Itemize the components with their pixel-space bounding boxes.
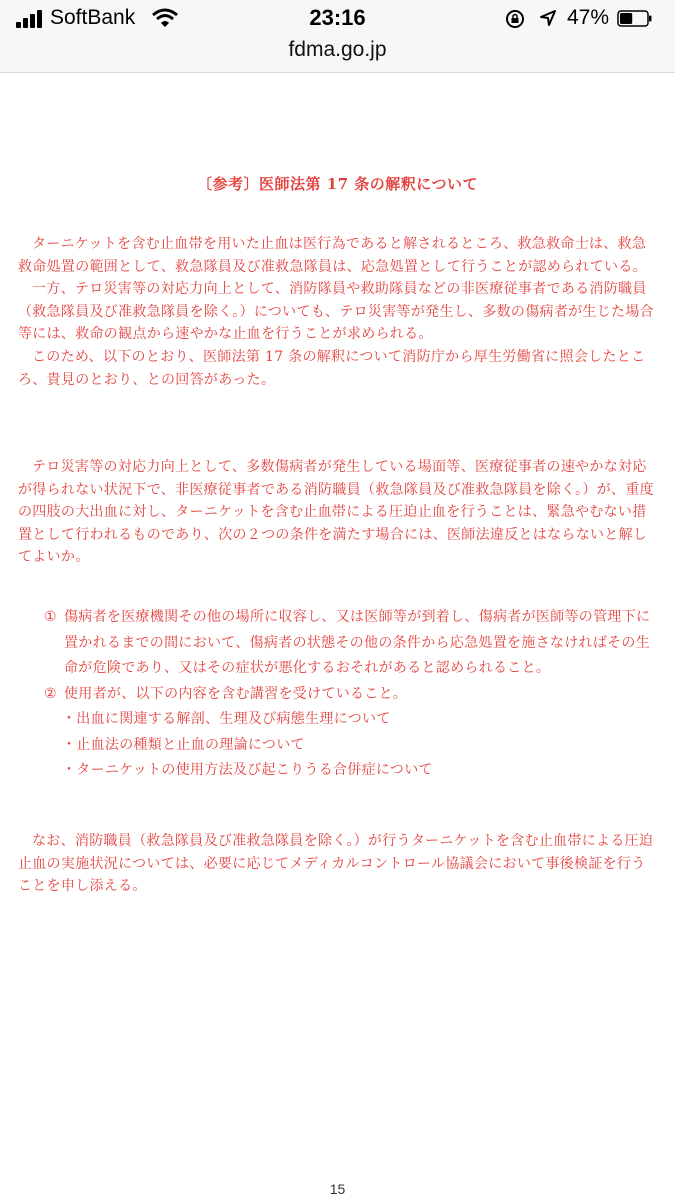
closing-section (18, 830, 658, 898)
document-page (0, 73, 675, 1200)
inquiry-section (18, 456, 658, 569)
inquiry-paragraph: テロ災害等の対応力向上として、多数傷病者が発生している場面等、医療従事者の速やかな対応が得られない状況下で、非医療従事者である消防職員（救急隊員及び准救急隊員を除く。）が、重度の四肢の大出血に対し、ターニケットを含む止血帯による圧迫止血を行うことは、緊急やむない措置として行われるものであり、次の２つの条件を満たす場合には、医師法違反とはならないと解してよいか。 (18, 459, 654, 566)
condition-text-2: 使用者が、以下の内容を含む講習を受けていること。 (64, 685, 408, 702)
condition-text-1: 傷病者を医療機関その他の場所に収容し、又は医師等が到着し、傷病者が医師等の管理下に置かれるまでの間において、傷病者の状態その他の条件から応急処置を施さなければその生命が危険であり、又はその症状が悪化するおそれがあると認められること。 (64, 609, 651, 676)
url-bar[interactable] (0, 38, 675, 73)
battery-icon (617, 10, 653, 27)
rotation-lock-icon (505, 9, 525, 29)
battery-percentage: 47% (567, 6, 610, 29)
location-arrow-icon (539, 9, 557, 27)
bullet-item-1: ・出血に関連する解剖、生理及び病態生理について (62, 711, 391, 727)
intro-section (18, 233, 658, 391)
status-time: 23:16 (309, 5, 366, 30)
bullet-item-2: ・止血法の種類と止血の理論について (62, 736, 305, 753)
intro-paragraph-1: ターニケットを含む止血帯を用いた止血は医行為であると解されるところ、救急救命士は、救急救命処置の範囲として、救急隊員及び准救急隊員は、応急処置として行うことが認められている。 (18, 236, 647, 275)
condition-item-2 (36, 682, 656, 708)
carrier-name: SoftBank (50, 6, 136, 29)
intro-paragraph-3: このため、以下のとおり、医師法第 17 条の解釈について消防庁から厚生労働省に照会したところ、貴見のとおり、との回答があった。 (18, 348, 646, 388)
status-bar (0, 0, 675, 38)
closing-paragraph: なお、消防職員（救急隊員及び准救急隊員を除く。）が行うターニケットを含む止血帯による圧迫止血の実施状況については、必要に応じてメディカルコントロール協議会において事後検証を行うことを申し添える。 (18, 833, 654, 895)
condition-item-1 (36, 605, 656, 682)
document-title: 〔参考〕医師法第 17 条の解釈について (196, 175, 479, 193)
bullet-item-3: ・ターニケットの使用方法及び起こりうる合併症について (62, 762, 433, 778)
url-text[interactable]: fdma.go.jp (288, 38, 387, 61)
condition-number-2: ② (44, 685, 57, 702)
page-number: 15 (329, 1181, 346, 1197)
condition-number-1: ① (44, 609, 57, 625)
conditions-list (36, 605, 656, 784)
intro-paragraph-2: 一方、テロ災害等の対応力向上として、消防隊員や救助隊員などの非医療従事者である消防職員（救急隊員及び准救急隊員を除く。）についても、テロ災害等が発生し、多数の傷病者が生じた場合等には、救命の観点から速やかな止血を行うことが求められる。 (18, 281, 654, 343)
